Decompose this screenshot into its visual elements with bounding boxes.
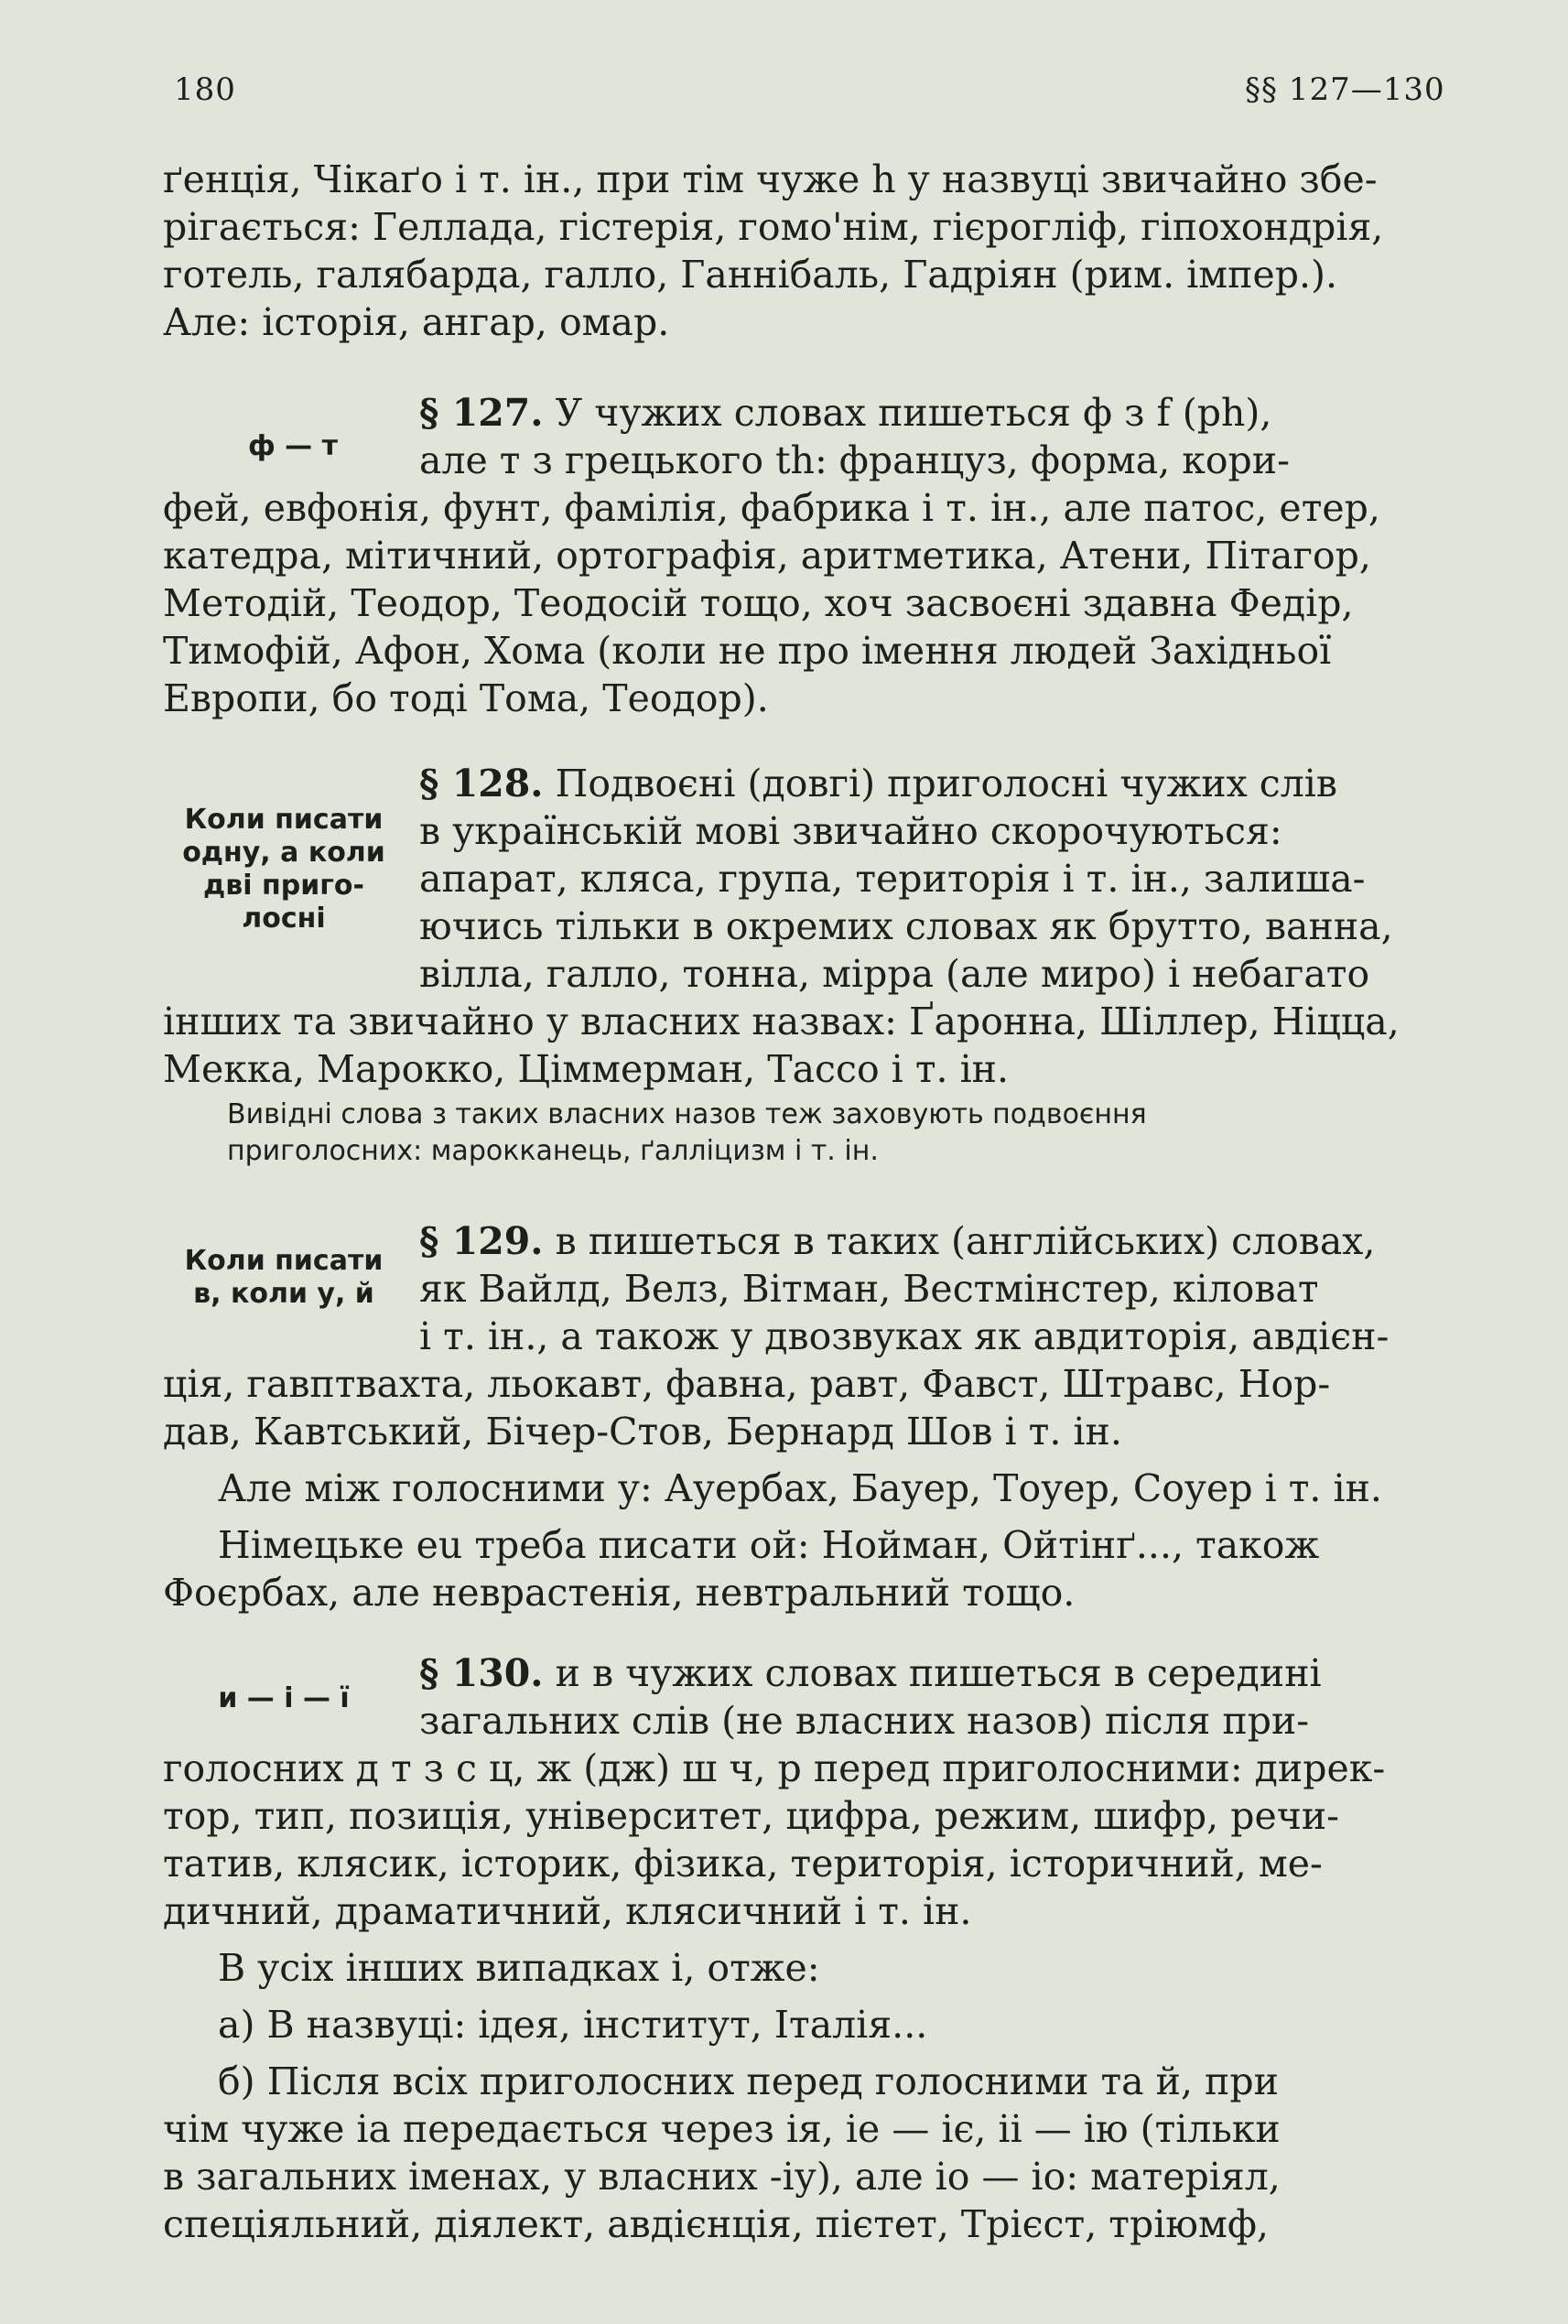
intro-paragraph bbox=[163, 156, 1444, 346]
margin-line: Коли писати bbox=[184, 1245, 384, 1277]
text-line: чім чуже ia передається через ія, ie — іє, ii — ію (тільки bbox=[163, 2107, 1281, 2151]
text-line: Методій, Теодор, Теодосій тощо, хоч засвоєні здавна Федір, bbox=[163, 581, 1354, 625]
margin-note-127: ф — т bbox=[247, 430, 339, 462]
note-line: Вивідні слова з таких власних назов теж заховують подвоєння bbox=[227, 1098, 1147, 1130]
section-130-heading-line: § 130. и в чужих словах пишеться в середині bbox=[419, 1651, 1322, 1695]
text-line: Але: історія, ангар, омар. bbox=[163, 300, 670, 344]
section-mark: § 129. bbox=[419, 1219, 544, 1263]
section-129 bbox=[163, 1217, 1444, 1616]
section-mark: § 130. bbox=[419, 1651, 544, 1695]
text-line: а) В назвуці: ідея, інститут, Італія... bbox=[218, 2003, 928, 2047]
section-130 bbox=[163, 1649, 1444, 2248]
text-line: б) Після всіх приголосних перед голосними та й, при bbox=[218, 2059, 1279, 2103]
section-127 bbox=[163, 389, 1444, 722]
text-line: апарат, кляса, група, територія і т. ін., залиша- bbox=[419, 857, 1366, 901]
text-line: в загальних іменах, у власних -iу), але io — іо: матеріял, bbox=[163, 2155, 1281, 2199]
text-line: в українській мові звичайно скорочуються: bbox=[419, 809, 1282, 853]
text-line: рігається: Геллада, гістерія, гомо'нім, гієрогліф, гіпохондрія, bbox=[163, 205, 1384, 249]
text-line: загальних слів (не власних назов) після при- bbox=[419, 1699, 1310, 1743]
text-line: як Вайлд, Велз, Вітман, Вестмінстер, кіловат bbox=[419, 1267, 1319, 1311]
text-line: фей, евфонія, фунт, фамілія, фабрика і т. ін., але патос, етер, bbox=[163, 486, 1380, 530]
text-line: катедра, мітичний, ортографія, аритметика, Атени, Пітагор, bbox=[163, 534, 1371, 578]
text-line: дав, Кавтський, Бічер-Стов, Бернард Шов і т. ін. bbox=[163, 1410, 1122, 1454]
margin-line: лосні bbox=[242, 903, 326, 935]
section-129-heading-line: § 129. в пишеться в таких (англійських) словах, bbox=[419, 1219, 1376, 1263]
section-mark: § 127. bbox=[419, 391, 544, 435]
margin-line: дві приго- bbox=[203, 870, 364, 902]
text-line: тор, тип, позиція, університет, цифра, режим, шифр, речи- bbox=[163, 1794, 1340, 1838]
text-line: ґенція, Чікаґо і т. ін., при тім чуже h у назвуці звичайно збе- bbox=[163, 157, 1378, 201]
margin-line: одну, а коли bbox=[182, 837, 385, 869]
text-line: Фоєрбах, але неврастенія, невтральний тощо. bbox=[163, 1571, 1076, 1615]
margin-note-130: и — і — ї bbox=[218, 1682, 350, 1714]
margin-line: Коли писати bbox=[184, 804, 384, 836]
text-line: але т з грецького th: француз, форма, кори- bbox=[419, 438, 1290, 482]
text-line: дичний, драматичний, клясичний і т. ін. bbox=[163, 1889, 972, 1933]
text-line: Мекка, Марокко, Ціммерман, Тассо і т. ін. bbox=[163, 1047, 1010, 1091]
page-number: 180 bbox=[174, 71, 236, 108]
text-line: спеціяльний, діялект, авдієнція, пієтет, Трієст, тріюмф, bbox=[163, 2202, 1270, 2246]
section-range: §§ 127—130 bbox=[1245, 71, 1445, 108]
text-line: Европи, бо тоді Тома, Теодор). bbox=[163, 676, 769, 720]
section-128-heading-line: § 128. Подвоєні (довгі) приголосні чужих слів bbox=[419, 762, 1337, 805]
section-mark: § 128. bbox=[419, 762, 544, 805]
section-128 bbox=[163, 760, 1444, 1093]
text-line: ція, гавптвахта, льокавт, фавна, равт, Фавст, Штравс, Нор- bbox=[163, 1362, 1331, 1406]
note-line: приголосних: марокканець, ґалліцизм і т. ін. bbox=[227, 1135, 879, 1167]
text-line: готель, галябарда, галло, Ганнібаль, Гадріян (рим. імпер.). bbox=[163, 253, 1338, 297]
margin-line: в, коли у, й bbox=[193, 1278, 374, 1310]
text-line: Тимофій, Афон, Хома (коли не про імення людей Західньої bbox=[163, 629, 1332, 673]
text-line: Німецьке eu треба писати ой: Нойман, Ойтінґ..., також bbox=[218, 1523, 1320, 1567]
text-line: вілла, галло, тонна, мірра (але миро) і небагато bbox=[419, 952, 1370, 996]
text-line: інших та звичайно у власних назвах: Ґаронна, Шіллер, Ніцца, bbox=[163, 1000, 1400, 1043]
section-128-note bbox=[227, 1097, 1444, 1170]
text-line: Але між голосними у: Ауербах, Бауер, Тоуер, Соуер і т. ін. bbox=[218, 1466, 1382, 1510]
text-line: ючись тільки в окремих словах як брутто, ванна, bbox=[419, 904, 1393, 948]
text-line: і т. ін., а також у двозвуках як авдиторія, авдієн- bbox=[419, 1314, 1390, 1358]
text-line: татив, клясик, історик, фізика, територія, історичний, ме- bbox=[163, 1842, 1323, 1886]
section-127-heading-line: § 127. У чужих словах пишеться ф з f (ph), bbox=[419, 391, 1272, 435]
text-line: голосних д т з с ц, ж (дж) ш ч, р перед приголосними: дирек- bbox=[163, 1746, 1386, 1790]
text-line: В усіх інших випадках і, отже: bbox=[218, 1946, 820, 1990]
